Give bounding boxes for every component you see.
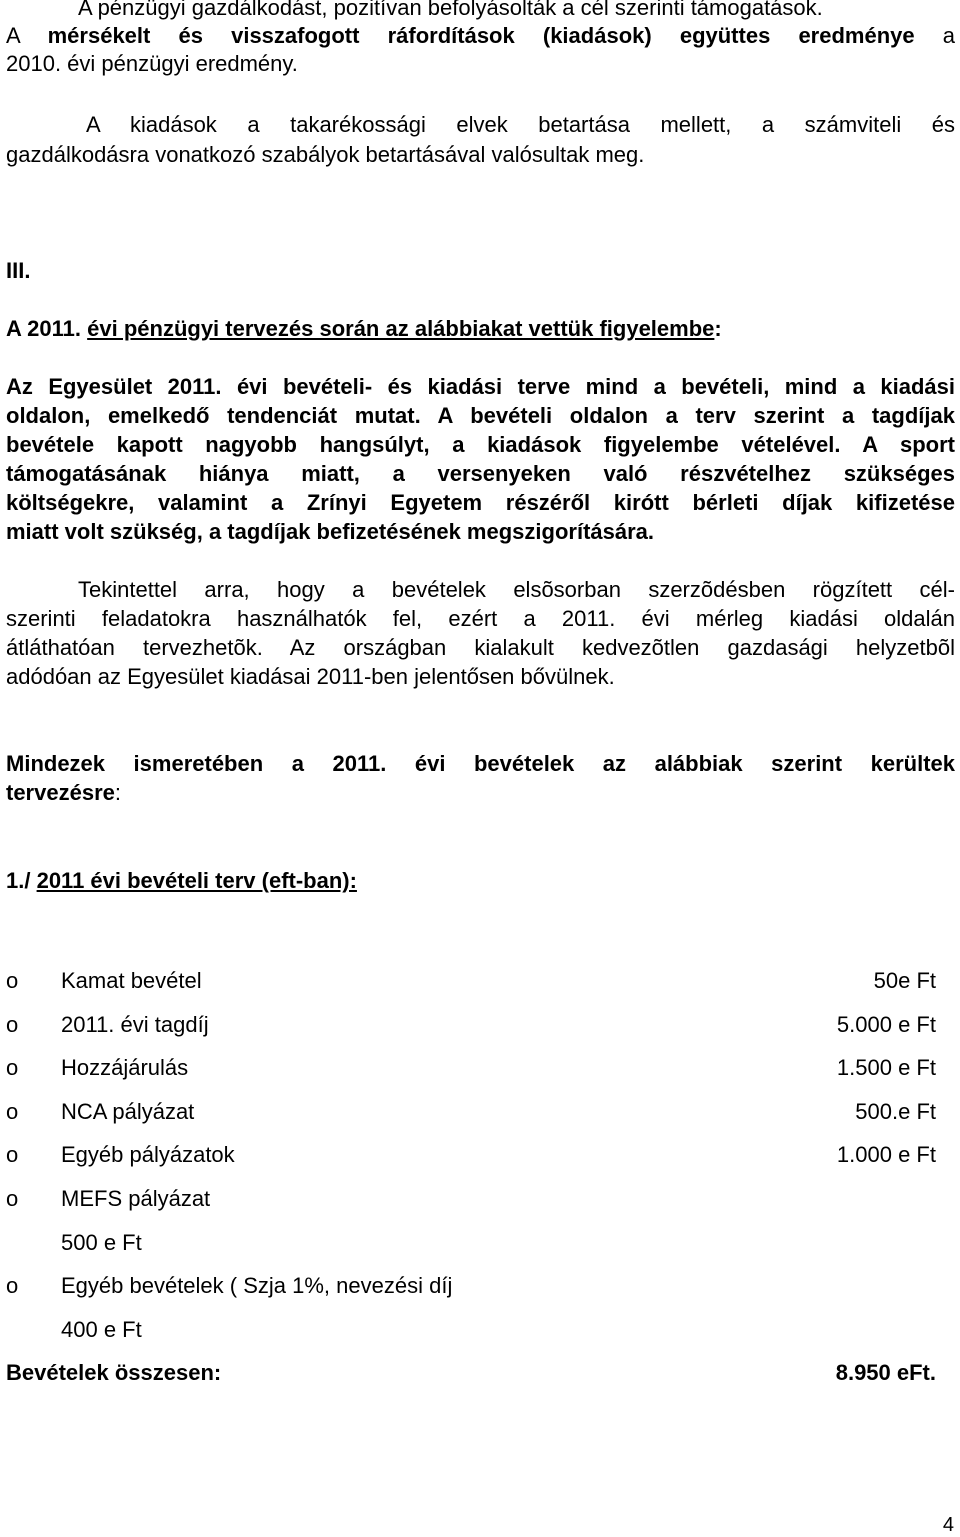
bold-para-line-4: támogatásának hiánya miatt, a versenyeken való részvételhez szükséges xyxy=(6,461,955,486)
plan-title xyxy=(6,867,357,895)
summary-line-2 xyxy=(6,779,121,807)
item-value: 1.000 e Ft xyxy=(836,1142,936,1167)
item-label: MEFS pályázat xyxy=(61,1186,211,1211)
item-value: 1.500 e Ft xyxy=(836,1055,936,1080)
item-label: NCA pályázat xyxy=(61,1099,195,1124)
intro-line-2-bold: mérsékelt és visszafogott ráfordítások (kiadások) együttes eredménye xyxy=(47,23,915,48)
list-item xyxy=(0,967,960,995)
total-row xyxy=(0,1359,960,1387)
item-label: 2011. évi tagdíj xyxy=(61,1012,209,1037)
list-item xyxy=(0,1054,960,1082)
para3-line-2: szerinti feladatokra használhatók fel, ezért a 2011. évi mérleg kiadási oldalán xyxy=(6,606,955,631)
item-continuation: 400 e Ft xyxy=(61,1317,142,1342)
bullet-icon: o xyxy=(6,1186,19,1211)
plan-title-number: 1./ xyxy=(6,868,37,893)
section-heading xyxy=(6,315,722,343)
para3-line-4: adódóan az Egyesület kiadásai 2011-ben jelentősen bővülnek. xyxy=(6,664,615,689)
intro-line-1: A pénzügyi gazdálkodást, pozitívan befolyásolták a cél szerinti támogatások. xyxy=(78,0,823,20)
summary-line-1: Mindezek ismeretében a 2011. évi bevételek az alábbiak szerint kerültek xyxy=(6,751,955,776)
section-heading-pre: A 2011. xyxy=(6,316,88,341)
intro-line-2-pre: A xyxy=(6,23,48,48)
item-label: Hozzájárulás xyxy=(61,1055,189,1080)
item-value: 5.000 e Ft xyxy=(836,1012,936,1037)
bullet-icon: o xyxy=(6,1273,19,1298)
page-number: 4 xyxy=(942,1514,954,1536)
item-value: 500.e Ft xyxy=(855,1099,936,1124)
intro-p2-line-2: gazdálkodásra vonatkozó szabályok betartásával valósultak meg. xyxy=(6,142,645,167)
section-number: III. xyxy=(6,258,31,283)
intro-line-3: 2010. évi pénzügyi eredmény. xyxy=(6,51,298,76)
para3-line-3: átláthatóan tervezhetõk. Az országban kialakult kedvezõtlen gazdasági helyzetbõl xyxy=(6,635,955,660)
bold-para-line-6: miatt volt szükség, a tagdíjak befizetésének megszigorítására. xyxy=(6,519,655,544)
plan-title-underlined: 2011 évi bevételi terv (eft-ban): xyxy=(36,868,357,893)
bold-para-line-2: oldalon, emelkedő tendenciát mutat. A bevételi oldalon a terv szerint a tagdíjak xyxy=(6,403,955,428)
item-value: 50e Ft xyxy=(873,968,936,993)
bullet-icon: o xyxy=(6,1142,19,1167)
bold-para-line-1: Az Egyesület 2011. évi bevételi- és kiadási terve mind a bevételi, mind a kiadási xyxy=(6,374,955,399)
list-item xyxy=(0,1272,960,1344)
item-label: Kamat bevétel xyxy=(61,968,202,993)
bullet-icon: o xyxy=(6,1099,19,1124)
summary-line-2-post: : xyxy=(114,780,121,805)
list-item xyxy=(0,1098,960,1126)
item-label: Egyéb bevételek ( Szja 1%, nevezési díj xyxy=(61,1273,453,1298)
para3-line-1: Tekintettel arra, hogy a bevételek elsõsorban szerzõdésben rögzített cél- xyxy=(78,577,955,602)
bold-para-line-3: bevétele kapott nagyobb hangsúlyt, a kiadások figyelembe vételével. A sport xyxy=(6,432,955,457)
bold-para-line-5: költségekre, valamint a Zrínyi Egyetem részéről kirótt bérleti díjak kifizetése xyxy=(6,490,955,515)
section-heading-post: : xyxy=(714,316,722,341)
summary-line-2-bold: tervezésre xyxy=(6,780,115,805)
section-heading-underlined: évi pénzügyi tervezés során az alábbiakat vettük figyelembe xyxy=(87,316,715,341)
item-continuation: 500 e Ft xyxy=(61,1230,142,1255)
bullet-icon: o xyxy=(6,1012,19,1037)
list-item xyxy=(0,1185,960,1257)
intro-line-2 xyxy=(6,22,955,50)
item-label: Egyéb pályázatok xyxy=(61,1142,235,1167)
list-item xyxy=(0,1011,960,1039)
intro-line-2-post: a xyxy=(914,23,955,48)
bullet-icon: o xyxy=(6,968,19,993)
list-item xyxy=(0,1141,960,1169)
total-label: Bevételek összesen: xyxy=(6,1360,222,1385)
total-value: 8.950 eFt. xyxy=(835,1360,936,1385)
bullet-icon: o xyxy=(6,1055,19,1080)
intro-p2-line-1: A kiadások a takarékossági elvek betartása mellett, a számviteli és xyxy=(86,112,955,137)
